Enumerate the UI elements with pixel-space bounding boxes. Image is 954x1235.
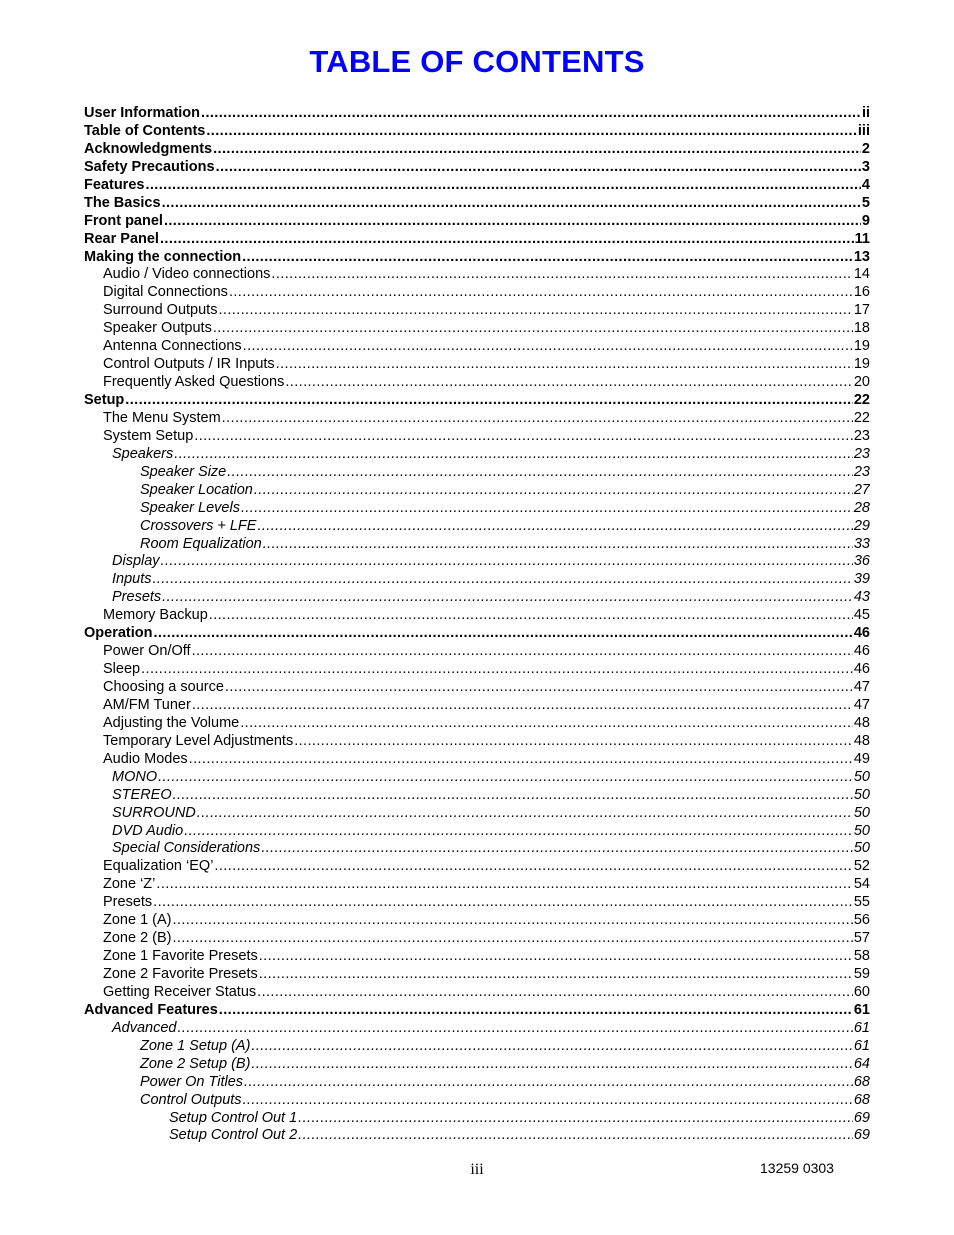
toc-leader-dots bbox=[178, 1020, 853, 1038]
toc-entry-label: Antenna Connections bbox=[103, 338, 242, 355]
toc-entry-label: Power On/Off bbox=[103, 643, 191, 660]
toc-entry bbox=[84, 213, 870, 231]
toc-entry bbox=[84, 1074, 870, 1092]
toc-entry-label: SURROUND bbox=[112, 804, 196, 821]
toc-entry-page: 61 bbox=[853, 1019, 870, 1036]
toc-entry bbox=[84, 159, 870, 177]
toc-entry-page: 57 bbox=[853, 930, 870, 947]
toc-leader-dots bbox=[160, 231, 854, 249]
toc-entry-label: Control Outputs / IR Inputs bbox=[103, 356, 275, 373]
toc-entry bbox=[84, 984, 870, 1002]
toc-leader-dots bbox=[263, 536, 853, 554]
toc-entry-label: Display bbox=[112, 553, 160, 570]
toc-leader-dots bbox=[242, 249, 853, 267]
toc-leader-dots bbox=[261, 840, 853, 858]
toc-leader-dots bbox=[218, 302, 852, 320]
toc-entry-label: Power On Titles bbox=[140, 1073, 244, 1090]
toc-entry-label: Adjusting the Volume bbox=[103, 714, 240, 731]
toc-entry-page: 19 bbox=[853, 338, 870, 355]
toc-entry-label: Speaker Size bbox=[140, 463, 227, 480]
toc-entry-label: Zone 2 Favorite Presets bbox=[103, 966, 258, 982]
toc-entry-page: 43 bbox=[853, 589, 870, 606]
toc-leader-dots bbox=[189, 751, 853, 769]
toc-entry-page: 49 bbox=[853, 750, 870, 767]
toc-entry bbox=[84, 751, 870, 769]
toc-entry-label: Digital Connections bbox=[103, 284, 228, 301]
toc-entry bbox=[84, 105, 870, 123]
toc-leader-dots bbox=[184, 823, 853, 841]
toc-entry-label: Crossovers + LFE bbox=[140, 517, 257, 534]
toc-entry-page: 59 bbox=[853, 966, 870, 982]
toc-entry-page: 60 bbox=[853, 983, 870, 1000]
toc-entry bbox=[84, 302, 870, 320]
toc-entry-page: 4 bbox=[861, 176, 870, 193]
toc-entry-label: User Information bbox=[84, 105, 201, 121]
toc-leader-dots bbox=[241, 500, 853, 518]
toc-leader-dots bbox=[257, 518, 852, 536]
toc-entry-page: 50 bbox=[853, 822, 870, 839]
toc-entry bbox=[84, 1038, 870, 1056]
toc-leader-dots bbox=[141, 661, 853, 679]
toc-entry-label: Choosing a source bbox=[103, 679, 224, 695]
toc-entry-page: 45 bbox=[853, 607, 870, 624]
toc-entry bbox=[84, 266, 870, 284]
toc-entry-label: Speaker Location bbox=[140, 481, 253, 498]
toc-leader-dots bbox=[254, 482, 853, 500]
toc-leader-dots bbox=[213, 320, 853, 338]
toc-leader-dots bbox=[251, 1056, 852, 1074]
toc-leader-dots bbox=[257, 984, 853, 1002]
toc-entry bbox=[84, 284, 870, 302]
toc-entry-label: Acknowledgments bbox=[84, 140, 213, 157]
toc-entry-page: 11 bbox=[854, 230, 870, 247]
toc-entry-page: 5 bbox=[861, 194, 870, 211]
toc-entry-page: 47 bbox=[853, 679, 870, 695]
toc-entry bbox=[84, 446, 870, 464]
toc-entry-page: 46 bbox=[853, 661, 870, 678]
toc-entry bbox=[84, 894, 870, 912]
toc-entry-label: Zone 2 Setup (B) bbox=[140, 1055, 251, 1072]
toc-leader-dots bbox=[276, 356, 853, 374]
toc-entry-page: 50 bbox=[853, 768, 870, 785]
toc-entry bbox=[84, 536, 870, 554]
toc-leader-dots bbox=[161, 553, 853, 571]
toc-entry-page: 23 bbox=[853, 445, 870, 462]
toc-entry-label: STEREO bbox=[112, 786, 172, 803]
toc-leader-dots bbox=[145, 177, 860, 195]
footer-page-number: iii bbox=[470, 1161, 484, 1178]
toc-entry-label: Operation bbox=[84, 625, 153, 642]
toc-entry bbox=[84, 392, 870, 410]
toc-entry bbox=[84, 518, 870, 536]
toc-entry-label: Temporary Level Adjustments bbox=[103, 732, 294, 749]
toc-entry-label: Zone 2 (B) bbox=[103, 930, 172, 947]
toc-entry-label: The Basics bbox=[84, 194, 161, 211]
toc-leader-dots bbox=[192, 643, 853, 661]
toc-entry-label: Presets bbox=[103, 894, 153, 911]
toc-entry-page: ii bbox=[861, 105, 870, 121]
toc-leader-dots bbox=[229, 284, 853, 302]
toc-entry-page: 48 bbox=[853, 732, 870, 749]
toc-entry-page: 47 bbox=[853, 696, 870, 713]
toc-leader-dots bbox=[153, 625, 852, 643]
toc-leader-dots bbox=[243, 1092, 853, 1110]
toc-entry bbox=[84, 464, 870, 482]
toc-entry bbox=[84, 482, 870, 500]
toc-entry-page: 36 bbox=[853, 553, 870, 570]
toc-entry bbox=[84, 966, 870, 984]
toc-entry bbox=[84, 948, 870, 966]
toc-entry bbox=[84, 141, 870, 159]
toc-leader-dots bbox=[294, 733, 853, 751]
toc-entry-label: Speakers bbox=[112, 445, 174, 462]
toc-entry-label: Advanced bbox=[112, 1019, 177, 1036]
toc-entry-label: MONO bbox=[112, 768, 158, 785]
toc-entry bbox=[84, 123, 870, 141]
toc-entry bbox=[84, 805, 870, 823]
toc-entry-page: 48 bbox=[853, 714, 870, 731]
toc-leader-dots bbox=[227, 464, 853, 482]
toc-entry bbox=[84, 500, 870, 518]
toc-entry-label: Table of Contents bbox=[84, 122, 206, 139]
toc-entry-page: 46 bbox=[853, 643, 870, 660]
toc-entry-label: Zone 1 Favorite Presets bbox=[103, 948, 258, 965]
toc-entry-page: 55 bbox=[853, 894, 870, 911]
toc-entry-label: Memory Backup bbox=[103, 607, 208, 624]
toc-entry-page: 19 bbox=[853, 356, 870, 373]
toc-entry-page: 46 bbox=[853, 625, 870, 642]
footer-document-number: 13259 0303 bbox=[760, 1160, 834, 1176]
toc-entry-label: Setup Control Out 2 bbox=[169, 1127, 298, 1144]
toc-leader-dots bbox=[219, 1002, 853, 1020]
toc-entry-page: 3 bbox=[861, 158, 870, 175]
toc-entry-label: Safety Precautions bbox=[84, 158, 215, 175]
toc-entry-page: 23 bbox=[853, 463, 870, 480]
toc-entry-label: Zone 1 (A) bbox=[103, 912, 172, 929]
toc-entry bbox=[84, 410, 870, 428]
toc-entry-label: Features bbox=[84, 176, 145, 193]
toc-entry-page: 69 bbox=[853, 1127, 870, 1144]
toc-entry-label: Speaker Outputs bbox=[103, 320, 212, 337]
table-of-contents bbox=[84, 105, 870, 1145]
toc-entry-page: 9 bbox=[861, 212, 870, 229]
toc-entry-page: 61 bbox=[853, 1037, 870, 1054]
toc-entry-page: 50 bbox=[853, 786, 870, 803]
toc-entry-label: Frequently Asked Questions bbox=[103, 374, 285, 391]
toc-entry-label: The Menu System bbox=[103, 409, 221, 426]
toc-leader-dots bbox=[285, 374, 853, 392]
toc-entry-label: Setup bbox=[84, 392, 125, 408]
toc-entry-page: 56 bbox=[853, 912, 870, 929]
toc-entry bbox=[84, 320, 870, 338]
toc-leader-dots bbox=[259, 966, 853, 984]
toc-leader-dots bbox=[194, 428, 853, 446]
toc-leader-dots bbox=[222, 410, 853, 428]
toc-entry-page: 39 bbox=[853, 571, 870, 588]
toc-leader-dots bbox=[156, 876, 852, 894]
toc-leader-dots bbox=[298, 1127, 853, 1145]
toc-entry-page: 16 bbox=[853, 284, 870, 301]
toc-entry-label: Making the connection bbox=[84, 248, 242, 265]
toc-entry bbox=[84, 876, 870, 894]
toc-entry-label: Equalization ‘EQ’ bbox=[103, 858, 214, 875]
toc-entry-label: Inputs bbox=[112, 571, 152, 588]
toc-leader-dots bbox=[173, 787, 853, 805]
toc-entry-page: 27 bbox=[853, 481, 870, 498]
toc-entry-page: 13 bbox=[853, 248, 870, 265]
toc-leader-dots bbox=[271, 266, 852, 284]
toc-entry-page: 17 bbox=[853, 302, 870, 319]
toc-entry-label: Setup Control Out 1 bbox=[169, 1109, 298, 1126]
toc-leader-dots bbox=[240, 715, 853, 733]
toc-entry-page: 29 bbox=[853, 517, 870, 534]
toc-entry bbox=[84, 195, 870, 213]
toc-entry bbox=[84, 733, 870, 751]
toc-leader-dots bbox=[162, 589, 853, 607]
toc-leader-dots bbox=[214, 858, 852, 876]
toc-entry-label: AM/FM Tuner bbox=[103, 696, 191, 713]
toc-entry bbox=[84, 1092, 870, 1110]
toc-entry bbox=[84, 643, 870, 661]
toc-entry-page: 54 bbox=[853, 876, 870, 893]
toc-entry-page: 50 bbox=[853, 840, 870, 857]
toc-entry bbox=[84, 823, 870, 841]
toc-leader-dots bbox=[162, 195, 861, 213]
toc-entry-label: Audio / Video connections bbox=[103, 266, 271, 283]
toc-leader-dots bbox=[153, 894, 853, 912]
toc-leader-dots bbox=[164, 213, 861, 231]
toc-entry bbox=[84, 177, 870, 195]
toc-entry bbox=[84, 553, 870, 571]
toc-entry-page: iii bbox=[857, 122, 870, 139]
toc-entry-label: Front panel bbox=[84, 212, 163, 229]
toc-leader-dots bbox=[192, 697, 853, 715]
toc-entry bbox=[84, 1002, 870, 1020]
toc-entry-label: Special Considerations bbox=[112, 840, 261, 857]
toc-entry bbox=[84, 231, 870, 249]
toc-entry bbox=[84, 661, 870, 679]
toc-entry bbox=[84, 697, 870, 715]
toc-entry bbox=[84, 715, 870, 733]
toc-leader-dots bbox=[209, 607, 853, 625]
toc-entry bbox=[84, 912, 870, 930]
toc-entry-label: Getting Receiver Status bbox=[103, 983, 257, 1000]
toc-entry bbox=[84, 1110, 870, 1128]
toc-entry-label: Audio Modes bbox=[103, 750, 188, 767]
toc-entry bbox=[84, 840, 870, 858]
toc-entry-label: DVD Audio bbox=[112, 822, 184, 839]
toc-entry-page: 22 bbox=[853, 392, 870, 408]
toc-leader-dots bbox=[206, 123, 857, 141]
toc-entry bbox=[84, 1056, 870, 1074]
toc-leader-dots bbox=[251, 1038, 852, 1056]
toc-entry-page: 33 bbox=[853, 535, 870, 552]
toc-entry-label: Surround Outputs bbox=[103, 302, 218, 319]
toc-leader-dots bbox=[225, 679, 853, 697]
toc-entry-page: 68 bbox=[853, 1073, 870, 1090]
toc-entry-page: 20 bbox=[853, 374, 870, 391]
toc-entry-label: Zone 1 Setup (A) bbox=[140, 1037, 251, 1054]
toc-entry-label: Sleep bbox=[103, 661, 141, 678]
toc-entry-page: 69 bbox=[853, 1109, 870, 1126]
toc-entry-label: System Setup bbox=[103, 427, 194, 444]
toc-leader-dots bbox=[173, 912, 853, 930]
toc-entry-label: Presets bbox=[112, 589, 162, 606]
toc-entry bbox=[84, 858, 870, 876]
toc-leader-dots bbox=[259, 948, 853, 966]
toc-entry bbox=[84, 625, 870, 643]
toc-leader-dots bbox=[213, 141, 861, 159]
toc-leader-dots bbox=[197, 805, 853, 823]
toc-entry bbox=[84, 338, 870, 356]
toc-entry bbox=[84, 249, 870, 267]
toc-leader-dots bbox=[298, 1110, 853, 1128]
toc-leader-dots bbox=[216, 159, 861, 177]
toc-leader-dots bbox=[173, 930, 853, 948]
toc-entry-page: 68 bbox=[853, 1091, 870, 1108]
toc-entry bbox=[84, 571, 870, 589]
toc-entry bbox=[84, 374, 870, 392]
toc-entry bbox=[84, 1127, 870, 1145]
toc-entry-label: Control Outputs bbox=[140, 1091, 242, 1108]
toc-entry bbox=[84, 787, 870, 805]
toc-entry-page: 22 bbox=[853, 409, 870, 426]
toc-entry-page: 2 bbox=[861, 140, 870, 157]
toc-entry bbox=[84, 428, 870, 446]
toc-leader-dots bbox=[174, 446, 853, 464]
toc-entry-label: Zone ‘Z’ bbox=[103, 876, 156, 893]
toc-leader-dots bbox=[158, 769, 853, 787]
toc-entry bbox=[84, 589, 870, 607]
toc-entry-label: Room Equalization bbox=[140, 535, 262, 552]
toc-entry bbox=[84, 769, 870, 787]
toc-entry-page: 23 bbox=[853, 427, 870, 444]
toc-entry-label: Rear Panel bbox=[84, 230, 159, 247]
toc-entry-page: 28 bbox=[853, 499, 870, 516]
toc-leader-dots bbox=[153, 571, 853, 589]
toc-leader-dots bbox=[244, 1074, 853, 1092]
toc-entry-page: 52 bbox=[853, 858, 870, 875]
toc-entry bbox=[84, 356, 870, 374]
toc-entry-page: 58 bbox=[853, 948, 870, 965]
toc-entry-page: 61 bbox=[853, 1001, 870, 1018]
toc-leader-dots bbox=[243, 338, 853, 356]
toc-entry-label: Advanced Features bbox=[84, 1001, 218, 1018]
toc-entry-page: 14 bbox=[853, 266, 870, 283]
toc-entry bbox=[84, 930, 870, 948]
toc-leader-dots bbox=[125, 392, 853, 410]
toc-entry-page: 50 bbox=[853, 804, 870, 821]
toc-leader-dots bbox=[201, 105, 861, 123]
toc-entry bbox=[84, 1020, 870, 1038]
toc-entry-page: 18 bbox=[853, 320, 870, 337]
toc-entry bbox=[84, 679, 870, 697]
toc-entry bbox=[84, 607, 870, 625]
page-title: TABLE OF CONTENTS bbox=[309, 44, 645, 79]
toc-entry-page: 64 bbox=[853, 1055, 870, 1072]
toc-entry-label: Speaker Levels bbox=[140, 499, 240, 516]
